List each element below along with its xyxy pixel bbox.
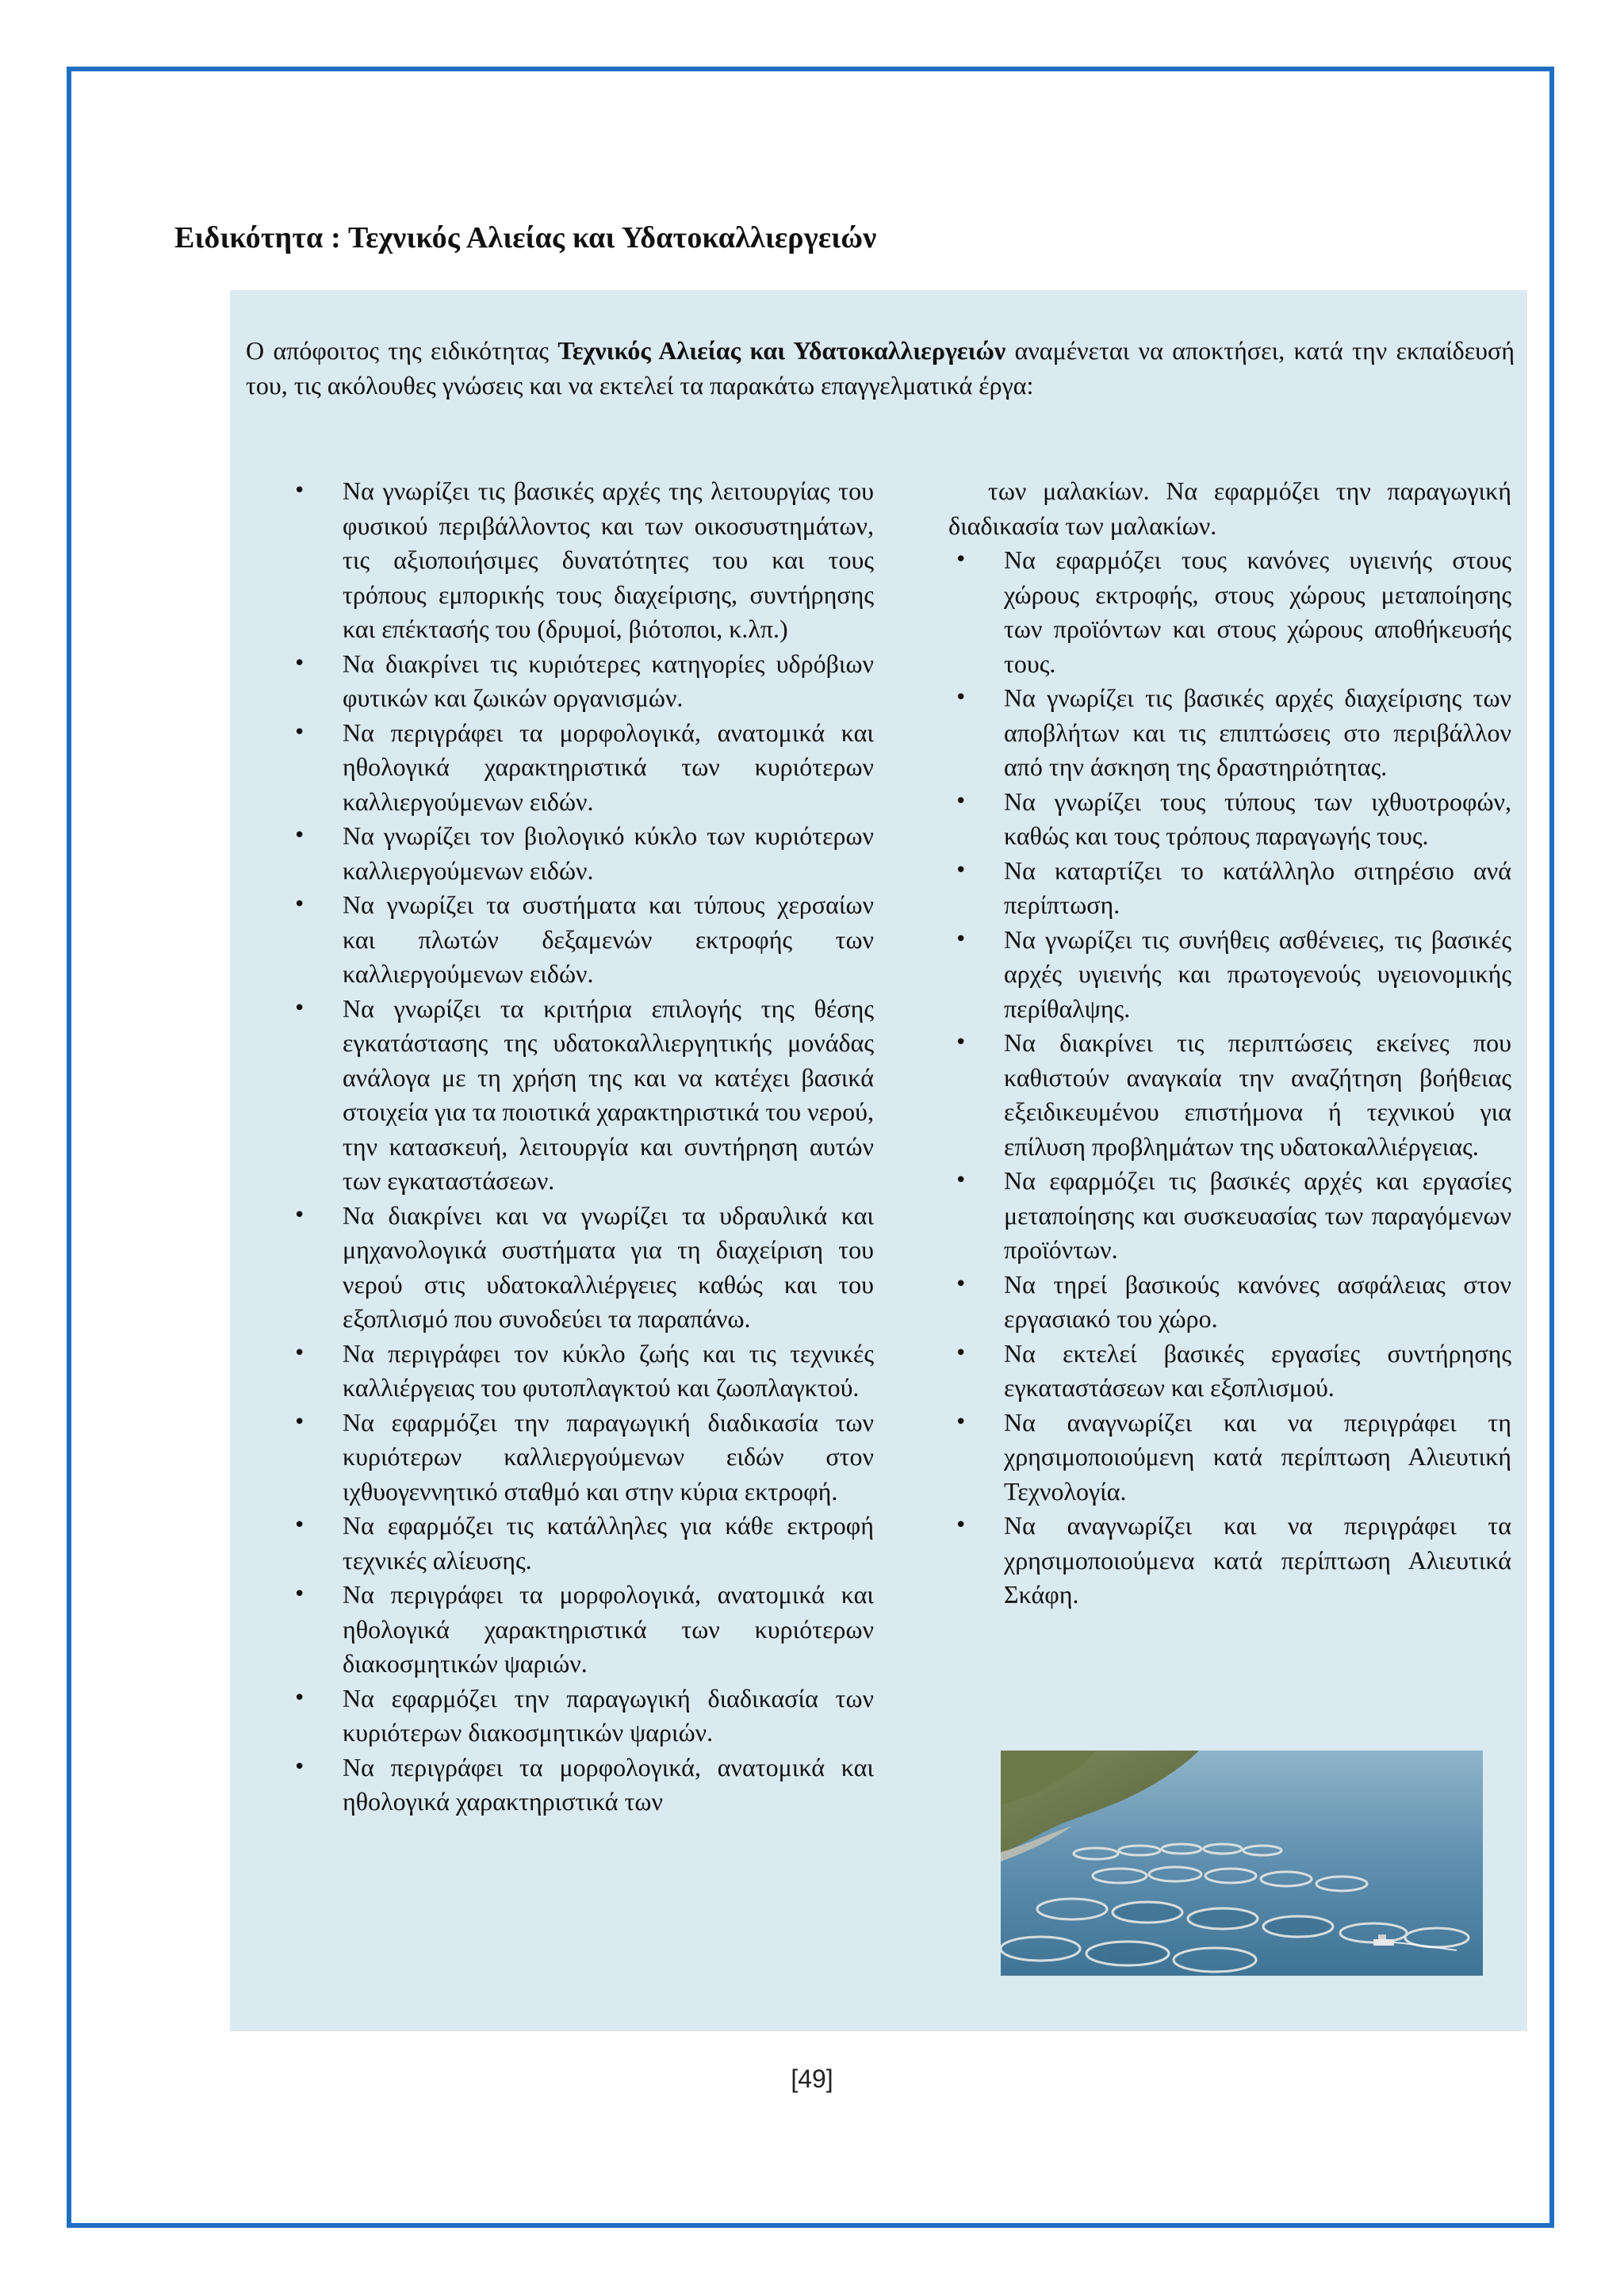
- bullet-icon: •: [293, 1513, 306, 1537]
- right-bullet-list: [948, 543, 1511, 1613]
- list-item: • Να γνωρίζει τα συστήματα και τύπους χερσαίων και πλωτών δεξαμενών εκτροφής των καλλιεργούμενων ειδών.: [287, 888, 874, 992]
- list-item: • Να αναγνωρίζει και να περιγράφει τη χρησιμοποιούμενη κατά περίπτωση Αλιευτική Τεχνολογία.: [948, 1406, 1511, 1510]
- list-item: • Να περιγράφει τα μορφολογικά, ανατομικά και ηθολογικά χαρακτηριστικά των κυριότερων καλλιεργούμενων ειδών.: [287, 716, 874, 820]
- list-item: • Να γνωρίζει τις συνήθεις ασθένειες, τις βασικές αρχές υγιεινής και πρωτογενούς υγειονομικής περίθαλψης.: [948, 923, 1511, 1027]
- bullet-icon: •: [293, 1203, 306, 1227]
- bullet-icon: •: [955, 858, 967, 882]
- list-item: • Να εφαρμόζει την παραγωγική διαδικασία των κυριότερων διακοσμητικών ψαριών.: [287, 1682, 874, 1751]
- bullet-icon: •: [955, 1410, 967, 1434]
- intro-text-before: Ο απόφοιτος της ειδικότητας: [246, 336, 558, 365]
- bullet-icon: •: [293, 996, 306, 1020]
- list-item: • Να αναγνωρίζει και να περιγράφει τα χρησιμοποιούμενα κατά περίπτωση Αλιευτικά Σκάφη.: [948, 1509, 1511, 1613]
- bullet-icon: •: [955, 1031, 967, 1054]
- bullet-icon: •: [293, 651, 306, 675]
- list-item: • Να διακρίνει και να γνωρίζει τα υδραυλικά και μηχανολογικά συστήματα για τη διαχείριση του νερού στις υδατοκαλλιέργειες καθώς και του εξοπλισμό που συνοδεύει τα παραπάνω.: [287, 1199, 874, 1337]
- list-item: • Να περιγράφει τον κύκλο ζωής και τις τεχνικές καλλιέργειας του φυτοπλαγκτού και ζωοπλαγκτού.: [287, 1337, 874, 1406]
- page-heading: Ειδικότητα : Τεχνικός Αλιείας και Υδατοκαλλιεργειών: [174, 221, 877, 254]
- bullet-icon: •: [293, 1686, 306, 1710]
- bullet-icon: •: [293, 824, 306, 848]
- bullet-icon: •: [293, 1755, 306, 1779]
- bullet-icon: •: [955, 686, 967, 710]
- fish-farm-photo: [1001, 1751, 1483, 1976]
- bullet-icon: •: [955, 1513, 967, 1537]
- list-item: • Να καταρτίζει το κατάλληλο σιτηρέσιο ανά περίπτωση.: [948, 854, 1511, 923]
- bullet-icon: •: [955, 1169, 967, 1192]
- bullet-icon: •: [293, 479, 306, 503]
- list-item: • Να τηρεί βασικούς κανόνες ασφάλειας στον εργασιακό του χώρο.: [948, 1268, 1511, 1337]
- bullet-icon: •: [293, 1341, 306, 1365]
- list-item: • Να γνωρίζει τις βασικές αρχές της λειτουργίας του φυσικού περιβάλλοντος και των οικοσυστημάτων, τις αξιοποιήσιμες δυνατότητες του και τους τρόπους εμπορικής τους διαχείρισης, συντήρησης και επέκτασής του (δρυμοί, βιότοποι, κ.λπ.): [287, 474, 874, 647]
- bullet-icon: •: [955, 548, 967, 572]
- intro-paragraph: [246, 333, 1515, 403]
- intro-specialty-name: Τεχνικός Αλιείας και Υδατοκαλλιεργειών: [557, 336, 1006, 365]
- list-item: • Να περιγράφει τα μορφολογικά, ανατομικά και ηθολογικά χαρακτηριστικά των: [287, 1751, 874, 1820]
- bullet-icon: •: [955, 927, 967, 951]
- bullet-icon: •: [955, 1341, 967, 1365]
- right-column: [948, 474, 1511, 1613]
- left-column: [287, 474, 874, 1820]
- list-item: • Να διακρίνει τις κυριότερες κατηγορίες υδρόβιων φυτικών και ζωικών οργανισμών.: [287, 647, 874, 716]
- list-item: • Να εφαρμόζει τις βασικές αρχές και εργασίες μεταποίησης και συσκευασίας των παραγόμενων προϊόντων.: [948, 1164, 1511, 1268]
- list-item: • Να διακρίνει τις περιπτώσεις εκείνες που καθιστούν αναγκαία την αναζήτηση βοήθειας εξειδικευμένου επιστήμονα ή τεχνικού για επίλυση προβλημάτων της υδατοκαλλιέργειας.: [948, 1026, 1511, 1164]
- list-item: • Να εφαρμόζει τους κανόνες υγιεινής στους χώρους εκτροφής, στους χώρους μεταποίησης των προϊόντων και στους χώρους αποθήκευσής τους.: [948, 543, 1511, 681]
- list-item: • Να εφαρμόζει την παραγωγική διαδικασία των κυριότερων καλλιεργούμενων ειδών στον ιχθυογεννητικό σταθμό και στην κύρια εκτροφή.: [287, 1406, 874, 1510]
- bullet-icon: •: [293, 893, 306, 916]
- continued-text: των μαλακίων. Να εφαρμόζει την παραγωγική διαδικασία των μαλακίων.: [948, 476, 1511, 540]
- bullet-icon: •: [293, 720, 306, 744]
- list-item: • Να εφαρμόζει τις κατάλληλες για κάθε εκτροφή τεχνικές αλίευσης.: [287, 1509, 874, 1578]
- list-item: • Να γνωρίζει τις βασικές αρχές διαχείρισης των αποβλήτων και τις επιπτώσεις στο περιβάλλον από την άσκηση της δραστηριότητας.: [948, 681, 1511, 785]
- list-item: • Να γνωρίζει τα κριτήρια επιλογής της θέσης εγκατάστασης της υδατοκαλλιεργητικής μονάδας ανάλογα με τη χρήση της και να κατέχει βασικά στοιχεία για τα ποιοτικά χαρακτηριστικά του νερού, την κατασκευή, λειτουργία και συντήρηση αυτών των εγκαταστάσεων.: [287, 992, 874, 1199]
- bullet-icon: •: [293, 1410, 306, 1434]
- list-item: • Να γνωρίζει τον βιολογικό κύκλο των κυριότερων καλλιεργούμενων ειδών.: [287, 819, 874, 888]
- bullet-icon: •: [293, 1582, 306, 1606]
- bullet-icon: •: [955, 789, 967, 813]
- intro-text-after: αναμένεται να αποκτήσει, κατά την εκπαίδευσή του, τις ακόλουθες γνώσεις και να εκτελεί τα παρακάτω επαγγελματικά έργα:: [246, 336, 1515, 400]
- left-bullet-list: [287, 474, 874, 1820]
- bullet-icon: •: [955, 1272, 967, 1296]
- page-number: [49]: [791, 2064, 833, 2093]
- list-item: • Να εκτελεί βασικές εργασίες συντήρησης εγκαταστάσεων και εξοπλισμού.: [948, 1337, 1511, 1406]
- list-item: • Να περιγράφει τα μορφολογικά, ανατομικά και ηθολογικά χαρακτηριστικά των κυριότερων διακοσμητικών ψαριών.: [287, 1578, 874, 1682]
- list-item: • Να γνωρίζει τους τύπους των ιχθυοτροφών, καθώς και τους τρόπους παραγωγής τους.: [948, 785, 1511, 854]
